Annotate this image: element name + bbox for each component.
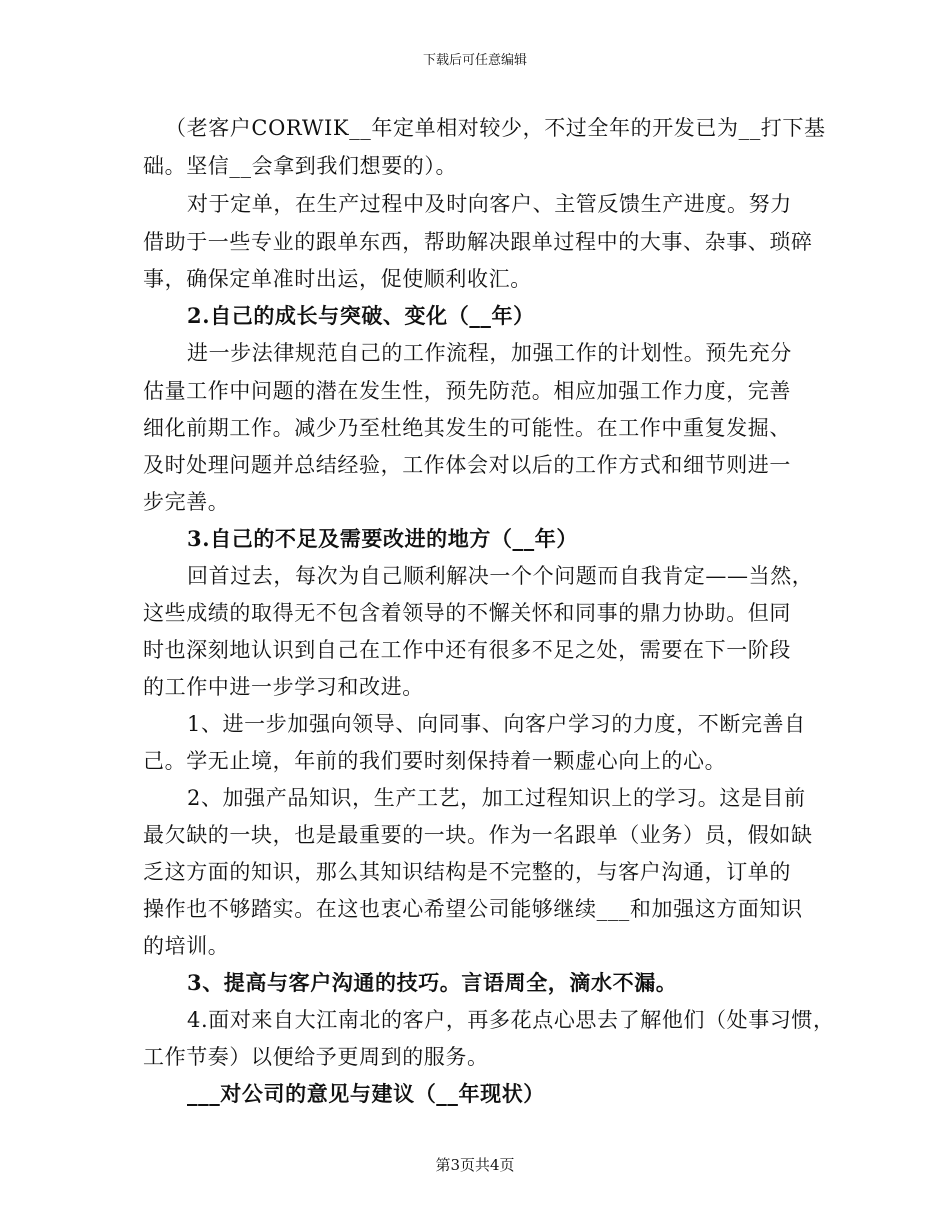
page-footer: 第3页共4页 — [435, 1156, 515, 1174]
text-line: 细化前期工作。减少乃至杜绝其发生的可能性。在工作中重复发掘、 — [143, 416, 791, 440]
text-line: 对于定单，在生产过程中及时向客户、主管反馈生产进度。努力 — [187, 192, 792, 216]
text-line: 的培训。 — [143, 934, 230, 958]
text-line: 2、加强产品知识，生产工艺，加工过程知识上的学习。这是目前 — [187, 786, 806, 810]
text-line: 乏这方面的知识，那么其知识结构是不完整的，与客户沟通，订单的 — [143, 860, 791, 884]
text-line: 进一步法律规范自己的工作流程，加强工作的计划性。预先充分 — [187, 341, 792, 365]
section-heading: 3、提高与客户沟通的技巧。言语周全，滴水不漏。 — [187, 970, 678, 995]
text-line: 这些成绩的取得无不包含着领导的不懈关怀和同事的鼎力协助。但同 — [143, 601, 791, 625]
text-line: 工作节奏）以便给予更周到的服务。 — [143, 1045, 489, 1069]
text-line: 及时处理问题并总结经验，工作体会对以后的工作方式和细节则进一 — [143, 453, 791, 477]
text-line: 事，确保定单准时出运，促使顺利收汇。 — [143, 267, 532, 291]
text-line: 估量工作中问题的潜在发生性，预先防范。相应加强工作力度，完善 — [143, 379, 791, 403]
text-line: 1、进一步加强向领导、向同事、向客户学习的力度，不断完善自 — [187, 712, 806, 736]
text-line: 最欠缺的一块，也是最重要的一块。作为一名跟单（业务）员，假如缺 — [143, 823, 813, 847]
text-line: 己。学无止境，年前的我们要时刻保持着一颗虚心向上的心。 — [143, 749, 727, 773]
section-heading: 2.自己的成长与突破、变化（__年） — [187, 303, 535, 328]
text-line: （老客户CORWIK__年定单相对较少，不过全年的开发已为__打下基 — [165, 116, 826, 140]
text-line: 操作也不够踏实。在这也衷心希望公司能够继续___和加强这方面知识 — [143, 897, 803, 921]
page-header: 下载后可任意编辑 — [422, 53, 527, 68]
text-line: 的工作中进一步学习和改进。 — [143, 675, 424, 699]
text-line: 础。坚信__会拿到我们想要的）。 — [143, 154, 458, 178]
text-line: 借助于一些专业的跟单东西，帮助解决跟单过程中的大事、杂事、琐碎 — [143, 230, 813, 254]
text-line: 4.面对来自大江南北的客户，再多花点心思去了解他们（处事习惯， — [187, 1008, 835, 1032]
section-heading: 3.自己的不足及需要改进的地方（__年） — [187, 526, 578, 551]
section-heading: ___对公司的意见与建议（__年现状） — [187, 1081, 545, 1106]
text-line: 步完善。 — [143, 490, 230, 514]
text-line: 时也深刻地认识到自己在工作中还有很多不足之处，需要在下一阶段 — [143, 638, 791, 662]
text-line: 回首过去，每次为自己顺利解决一个个问题而自我肯定——当然， — [187, 564, 814, 588]
